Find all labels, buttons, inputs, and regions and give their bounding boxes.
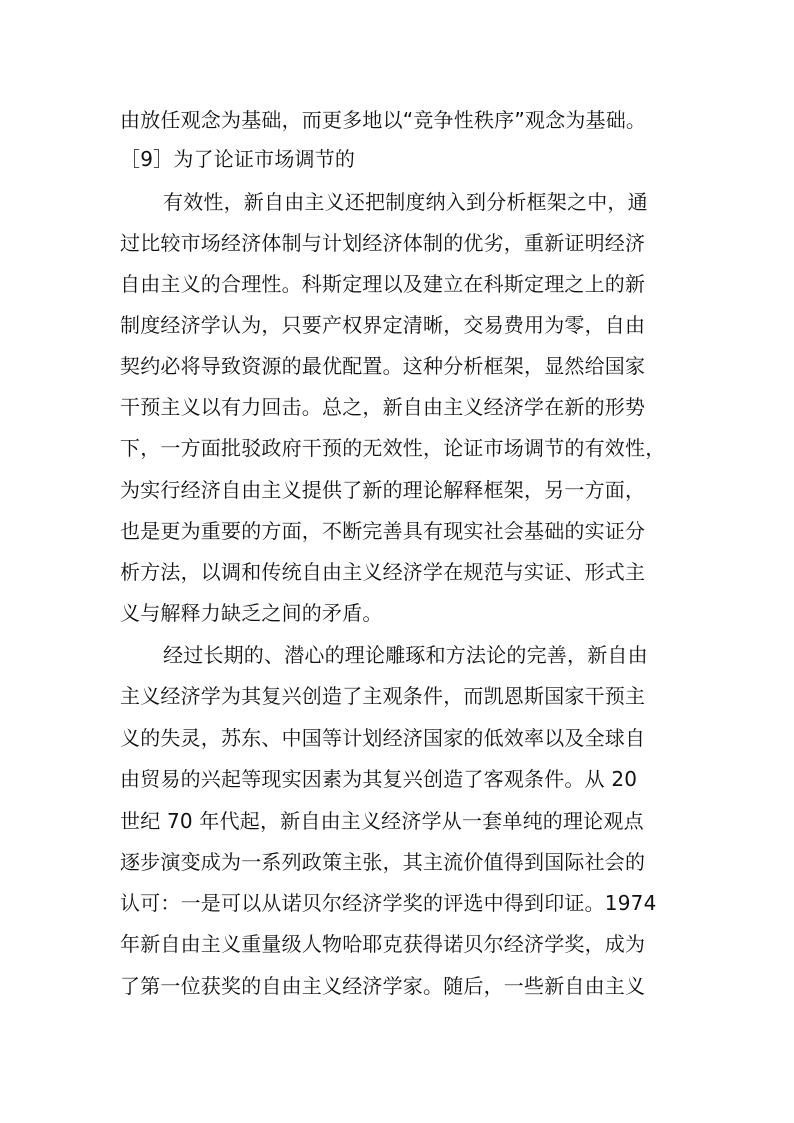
text-line: 世纪 70 年代起，新自由主义经济学从一套单纯的理论观点 <box>120 809 644 833</box>
text-line: 析方法，以调和传统自由主义经济学在规范与实证、形式主 <box>120 560 646 584</box>
paragraph-start-line: 有效性，新自由主义还把制度纳入到分析框架之中，通 <box>163 190 648 214</box>
text-line: 下，一方面批驳政府干预的无效性，论证市场调节的有效性， <box>120 436 666 460</box>
text-line: 主义经济学为其复兴创造了主观条件，而凯恩斯国家干预主 <box>120 684 646 708</box>
text-line: 由贸易的兴起等现实因素为其复兴创造了客观条件。从 20 <box>120 767 638 791</box>
text-line: 义的失灵，苏东、中国等计划经济国家的低效率以及全球自 <box>120 726 646 750</box>
text-line: 年新自由主义重量级人物哈耶克获得诺贝尔经济学奖，成为 <box>120 932 646 956</box>
text-line: 过比较市场经济体制与计划经济体制的优劣，重新证明经济 <box>120 231 646 255</box>
text-line: 也是更为重要的方面，不断完善具有现实社会基础的实证分 <box>120 519 646 543</box>
text-line: 逐步演变成为一系列政策主张，其主流价值得到国际社会的 <box>120 850 646 874</box>
text-line: 了第一位获奖的自由主义经济学家。随后，一些新自由主义 <box>120 974 646 998</box>
text-line: 义与解释力缺乏之间的矛盾。 <box>120 601 383 625</box>
text-line: 制度经济学认为，只要产权界定清晰，交易费用为零，自由 <box>120 313 646 337</box>
text-line: 由放任观念为基础，而更多地以“竞争性秩序”观念为基础。 <box>120 108 647 132</box>
text-line: 干预主义以有力回击。总之，新自由主义经济学在新的形势 <box>120 395 646 419</box>
text-line: 契约必将导致资源的最优配置。这种分析框架，显然给国家 <box>120 354 646 378</box>
paragraph-start-line: 经过长期的、潜心的理论雕琢和方法论的完善，新自由 <box>163 643 648 667</box>
text-line: ［9］为了论证市场调节的 <box>120 147 356 171</box>
text-line: 为实行经济自由主义提供了新的理论解释框架，另一方面， <box>120 478 646 502</box>
text-line: 认可：一是可以从诺贝尔经济学奖的评选中得到印证。1974 <box>120 891 657 915</box>
text-line: 自由主义的合理性。科斯定理以及建立在科斯定理之上的新 <box>120 272 646 296</box>
